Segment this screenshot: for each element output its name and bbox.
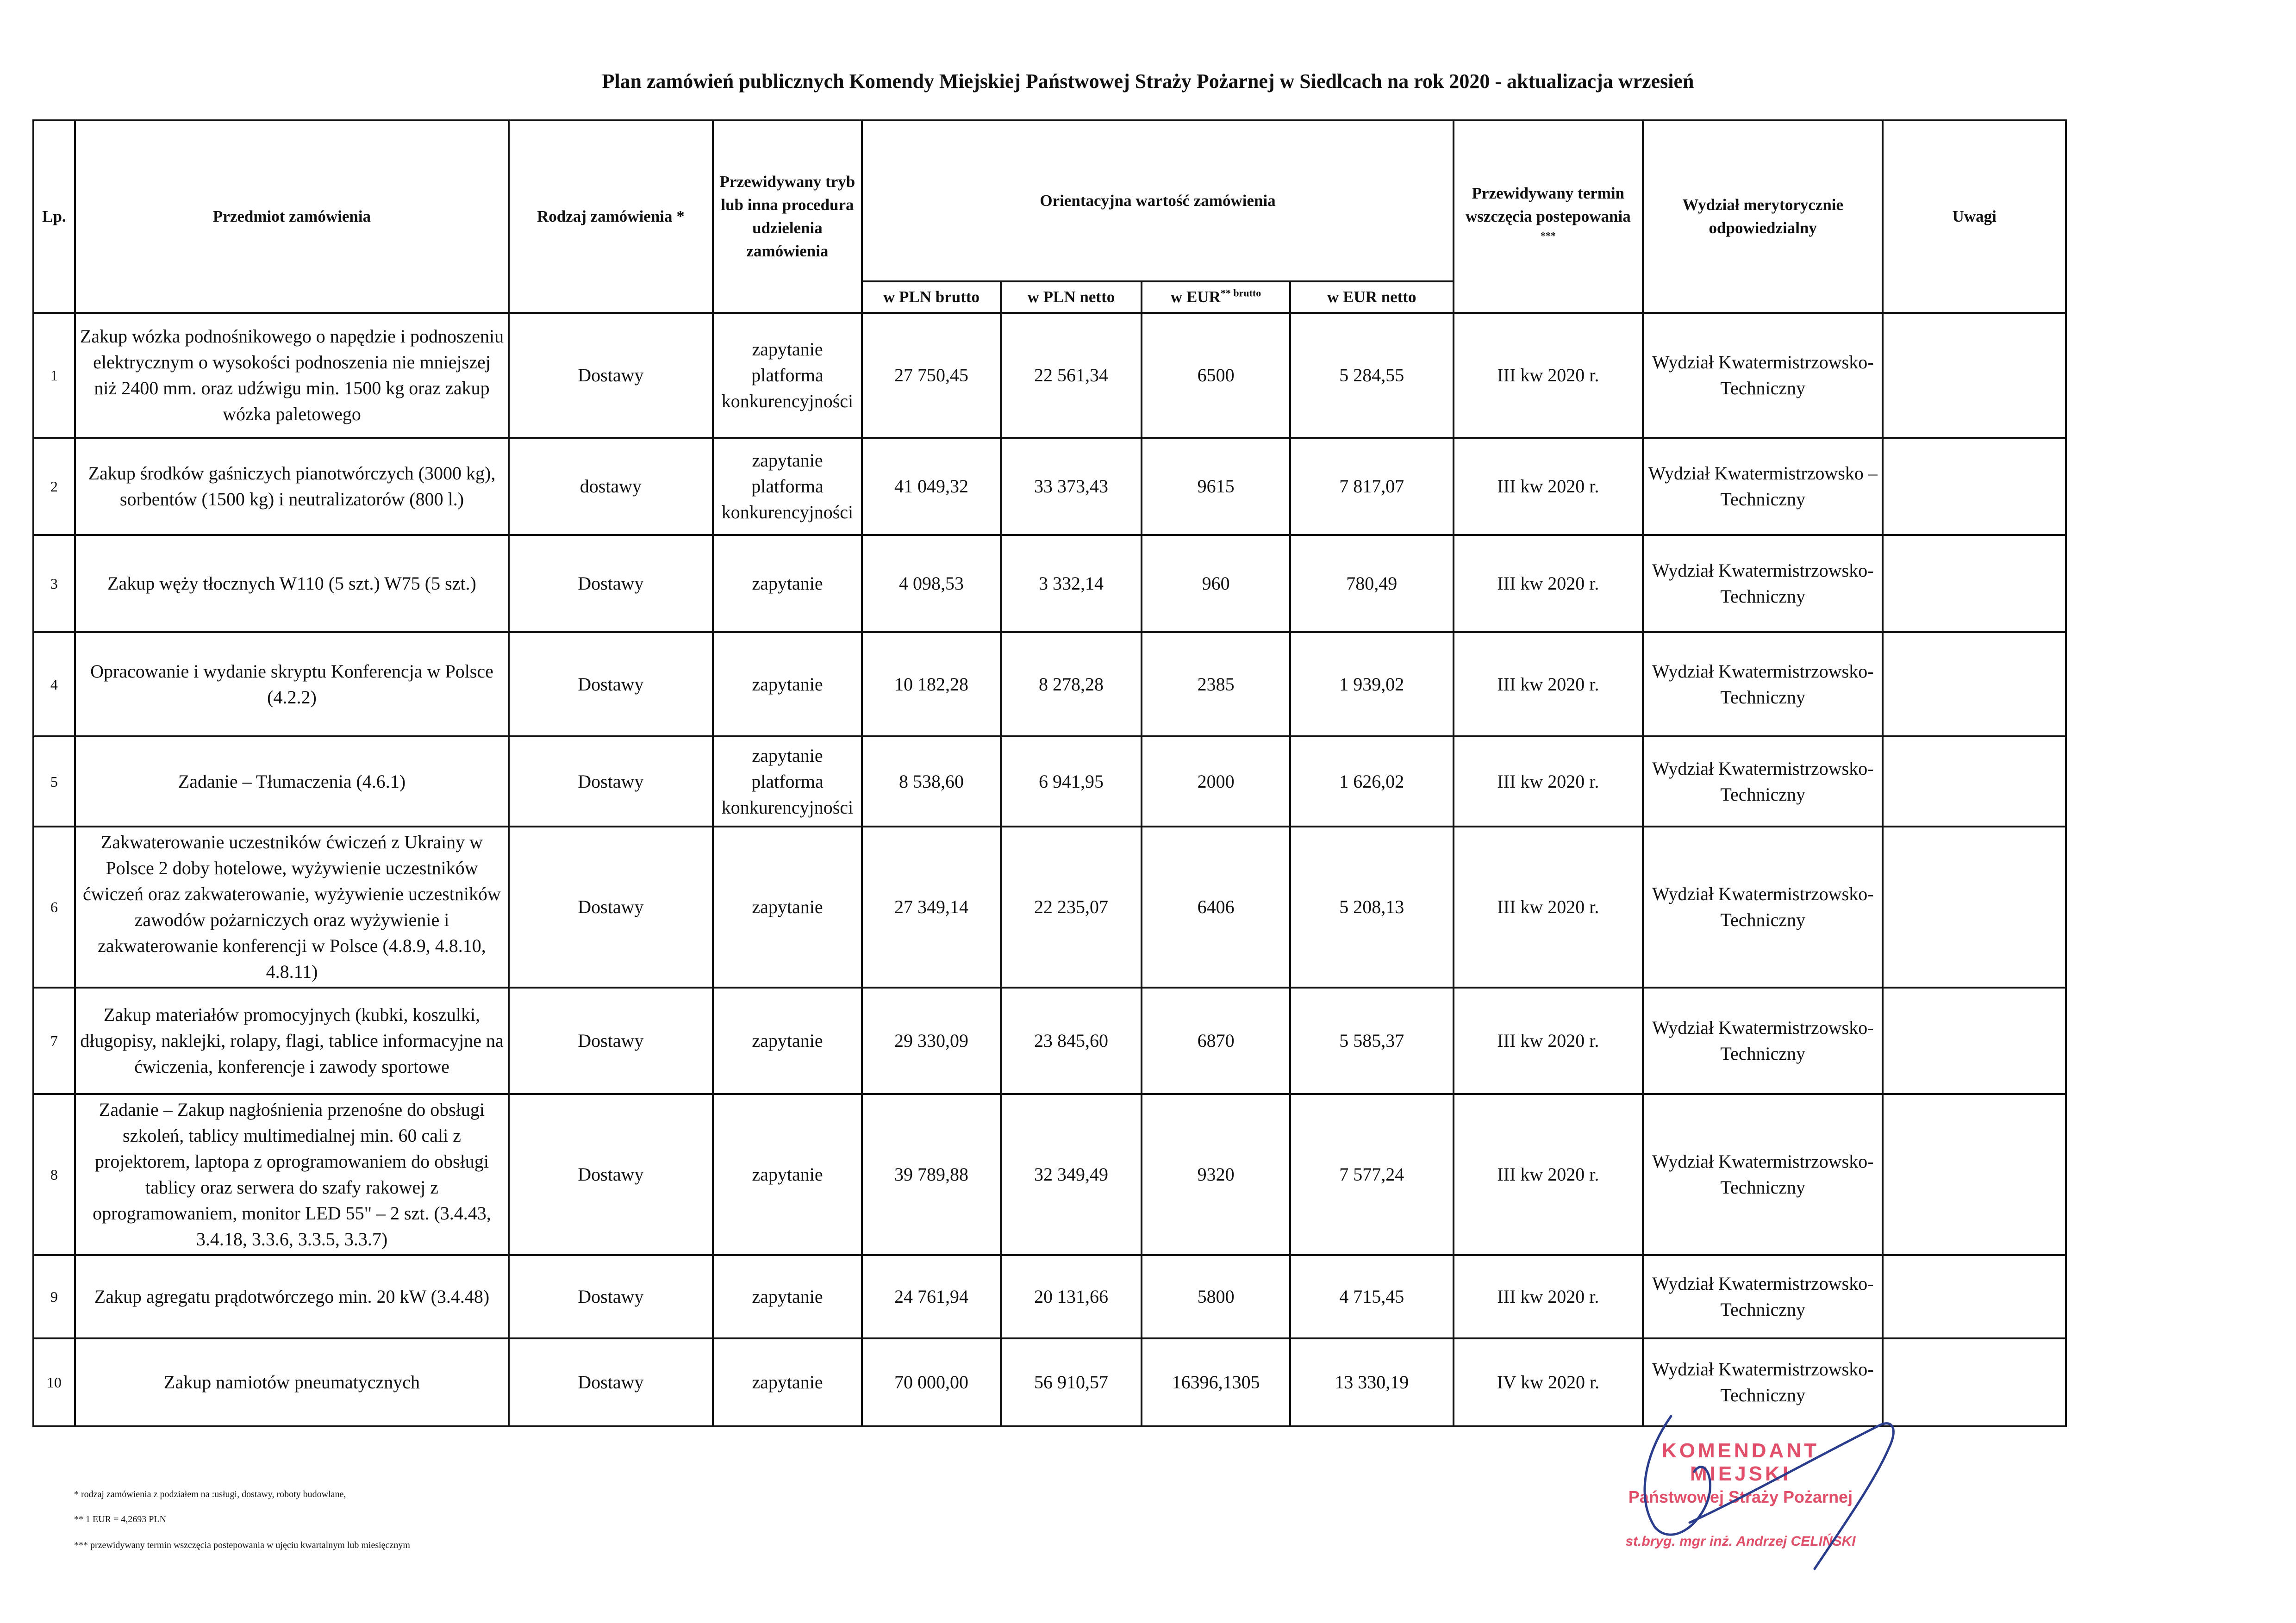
table-row xyxy=(33,438,2066,535)
header-pln-gross: w PLN brutto xyxy=(862,281,1000,313)
row-term: III kw 2020 r. xyxy=(1454,632,1643,736)
row-type: Dostawy xyxy=(509,1094,712,1255)
header-notes: Uwagi xyxy=(1883,120,2066,313)
row-pln-net: 3 332,14 xyxy=(1001,535,1142,632)
row-eur-gross: 960 xyxy=(1142,535,1290,632)
row-eur-gross: 6500 xyxy=(1142,313,1290,438)
row-eur-net: 7 577,24 xyxy=(1290,1094,1454,1255)
row-lp: 6 xyxy=(33,827,75,988)
row-pln-gross: 27 349,14 xyxy=(862,827,1000,988)
row-eur-net: 7 817,07 xyxy=(1290,438,1454,535)
header-start-term: Przewidywany termin wszczęcia postepowania *** xyxy=(1454,120,1643,313)
row-pln-gross: 10 182,28 xyxy=(862,632,1000,736)
row-notes xyxy=(1883,632,2066,736)
row-type: Dostawy xyxy=(509,632,712,736)
footnote-3: *** przewidywany termin wszczęcia postepowania w ujęciu kwartalnym lub miesięcznym xyxy=(74,1540,410,1550)
row-notes xyxy=(1883,535,2066,632)
row-subject: Zakwaterowanie uczestników ćwiczeń z Ukrainy w Polsce 2 doby hotelowe, wyżywienie uczestników ćwiczeń oraz zakwaterowanie, wyżywienie uczestników zawodów pożarniczych oraz wyżywienie i zakwaterowanie konferencji w Polsce (4.8.9, 4.8.10, 4.8.11) xyxy=(75,827,509,988)
row-type: dostawy xyxy=(509,438,712,535)
header-pln-net: w PLN netto xyxy=(1001,281,1142,313)
row-pln-net: 22 235,07 xyxy=(1001,827,1142,988)
header-type: Rodzaj zamówienia * xyxy=(509,120,712,313)
row-eur-net: 1 626,02 xyxy=(1290,736,1454,827)
row-department: Wydział Kwatermistrzowsko-Techniczny xyxy=(1643,1094,1883,1255)
row-eur-gross: 16396,1305 xyxy=(1142,1338,1290,1426)
row-notes xyxy=(1883,1255,2066,1338)
header-procedure: Przewidywany tryb lub inna procedura udzielenia zamówienia xyxy=(713,120,862,313)
row-notes xyxy=(1883,1094,2066,1255)
row-eur-net: 5 208,13 xyxy=(1290,827,1454,988)
row-pln-gross: 24 761,94 xyxy=(862,1255,1000,1338)
row-notes xyxy=(1883,736,2066,827)
row-type: Dostawy xyxy=(509,1255,712,1338)
table-row xyxy=(33,827,2066,988)
row-pln-gross: 39 789,88 xyxy=(862,1094,1000,1255)
row-procedure: zapytanie xyxy=(713,988,862,1094)
row-procedure: zapytanie xyxy=(713,1094,862,1255)
row-term: III kw 2020 r. xyxy=(1454,736,1643,827)
row-eur-gross: 2000 xyxy=(1142,736,1290,827)
row-pln-gross: 41 049,32 xyxy=(862,438,1000,535)
stamp-line-2: Państwowej Straży Pożarnej xyxy=(1628,1487,1853,1506)
row-eur-net: 4 715,45 xyxy=(1290,1255,1454,1338)
row-department: Wydział Kwatermistrzowsko-Techniczny xyxy=(1643,736,1883,827)
header-eur-net: w EUR netto xyxy=(1290,281,1454,313)
row-eur-gross: 6406 xyxy=(1142,827,1290,988)
row-department: Wydział Kwatermistrzowsko – Techniczny xyxy=(1643,438,1883,535)
row-lp: 8 xyxy=(33,1094,75,1255)
table-row xyxy=(33,1094,2066,1255)
handwritten-signature xyxy=(1555,1388,1926,1583)
row-notes xyxy=(1883,438,2066,535)
row-pln-gross: 27 750,45 xyxy=(862,313,1000,438)
header-value-group: Orientacyjna wartość zamówienia xyxy=(862,120,1453,281)
row-procedure: zapytanie xyxy=(713,632,862,736)
row-term: III kw 2020 r. xyxy=(1454,535,1643,632)
header-subject: Przedmiot zamówienia xyxy=(75,120,509,313)
row-term: III kw 2020 r. xyxy=(1454,438,1643,535)
row-term: III kw 2020 r. xyxy=(1454,313,1643,438)
row-term: III kw 2020 r. xyxy=(1454,827,1643,988)
row-pln-net: 56 910,57 xyxy=(1001,1338,1142,1426)
row-subject: Zakup agregatu prądotwórczego min. 20 kW (3.4.48) xyxy=(75,1255,509,1338)
footnote-1: * rodzaj zamówienia z podziałem na :usługi, dostawy, roboty budowlane, xyxy=(74,1489,346,1499)
row-subject: Opracowanie i wydanie skryptu Konferencja w Polsce (4.2.2) xyxy=(75,632,509,736)
row-pln-net: 8 278,28 xyxy=(1001,632,1142,736)
table-row xyxy=(33,313,2066,438)
row-department: Wydział Kwatermistrzowsko-Techniczny xyxy=(1643,827,1883,988)
row-lp: 10 xyxy=(33,1338,75,1426)
row-lp: 1 xyxy=(33,313,75,438)
row-eur-gross: 9615 xyxy=(1142,438,1290,535)
footnote-2: ** 1 EUR = 4,2693 PLN xyxy=(74,1514,167,1524)
row-department: Wydział Kwatermistrzowsko-Techniczny xyxy=(1643,1255,1883,1338)
row-department: Wydział Kwatermistrzowsko-Techniczny xyxy=(1643,535,1883,632)
row-pln-gross: 29 330,09 xyxy=(862,988,1000,1094)
row-procedure: zapytanie platforma konkurencyjności xyxy=(713,736,862,827)
row-subject: Zakup wózka podnośnikowego o napędzie i podnoszeniu elektrycznym o wysokości podnoszenia nie mniejszej niż 2400 mm. oraz udźwigu min. 1500 kg oraz zakup wózka paletowego xyxy=(75,313,509,438)
row-pln-gross: 70 000,00 xyxy=(862,1338,1000,1426)
stamp-line-3: st.bryg. mgr inż. Andrzej CELIŃSKI xyxy=(1625,1534,1856,1549)
row-notes xyxy=(1883,988,2066,1094)
row-term: IV kw 2020 r. xyxy=(1454,1338,1643,1426)
row-pln-net: 33 373,43 xyxy=(1001,438,1142,535)
row-eur-gross: 6870 xyxy=(1142,988,1290,1094)
table-row xyxy=(33,1255,2066,1338)
row-type: Dostawy xyxy=(509,736,712,827)
row-lp: 9 xyxy=(33,1255,75,1338)
row-eur-gross: 9320 xyxy=(1142,1094,1290,1255)
row-type: Dostawy xyxy=(509,988,712,1094)
row-pln-net: 22 561,34 xyxy=(1001,313,1142,438)
row-lp: 7 xyxy=(33,988,75,1094)
row-pln-gross: 4 098,53 xyxy=(862,535,1000,632)
document-title: Plan zamówień publicznych Komendy Miejskiej Państwowej Straży Pożarnej w Siedlcach na rok 2020 - aktualizacja wrzesień xyxy=(602,70,1694,93)
row-procedure: zapytanie xyxy=(713,1255,862,1338)
header-lp: Lp. xyxy=(33,120,75,313)
row-type: Dostawy xyxy=(509,1338,712,1426)
row-department: Wydział Kwatermistrzowsko-Techniczny xyxy=(1643,1338,1883,1426)
row-procedure: zapytanie xyxy=(713,1338,862,1426)
row-type: Dostawy xyxy=(509,313,712,438)
row-pln-gross: 8 538,60 xyxy=(862,736,1000,827)
row-lp: 3 xyxy=(33,535,75,632)
row-procedure: zapytanie xyxy=(713,827,862,988)
row-type: Dostawy xyxy=(509,535,712,632)
row-department: Wydział Kwatermistrzowsko-Techniczny xyxy=(1643,988,1883,1094)
table-row xyxy=(33,736,2066,827)
row-eur-net: 13 330,19 xyxy=(1290,1338,1454,1426)
row-subject: Zakup węży tłocznych W110 (5 szt.) W75 (5 szt.) xyxy=(75,535,509,632)
row-lp: 2 xyxy=(33,438,75,535)
row-type: Dostawy xyxy=(509,827,712,988)
row-term: III kw 2020 r. xyxy=(1454,1094,1643,1255)
row-notes xyxy=(1883,827,2066,988)
row-department: Wydział Kwatermistrzowsko-Techniczny xyxy=(1643,632,1883,736)
row-subject: Zakup materiałów promocyjnych (kubki, koszulki, długopisy, naklejki, rolapy, flagi, tablice informacyjne na ćwiczenia, konferencje i zawody sportowe xyxy=(75,988,509,1094)
row-eur-net: 5 585,37 xyxy=(1290,988,1454,1094)
row-subject: Zakup środków gaśniczych pianotwórczych (3000 kg), sorbentów (1500 kg) i neutralizatorów (800 l.) xyxy=(75,438,509,535)
row-procedure: zapytanie xyxy=(713,535,862,632)
row-eur-net: 5 284,55 xyxy=(1290,313,1454,438)
row-pln-net: 32 349,49 xyxy=(1001,1094,1142,1255)
row-pln-net: 6 941,95 xyxy=(1001,736,1142,827)
table-row xyxy=(33,535,2066,632)
row-subject: Zadanie – Zakup nagłośnienia przenośne do obsługi szkoleń, tablicy multimedialnej min. 60 cali z projektorem, laptopa z oprogramowaniem do obsługi tablicy oraz serwera do szafy rakowej z oprogramowaniem, monitor LED 55" – 2 szt. (3.4.43, 3.4.18, 3.3.6, 3.3.5, 3.3.7) xyxy=(75,1094,509,1255)
row-lp: 4 xyxy=(33,632,75,736)
row-procedure: zapytanie platforma konkurencyjności xyxy=(713,313,862,438)
procurement-plan-table xyxy=(32,119,2067,1427)
row-term: III kw 2020 r. xyxy=(1454,1255,1643,1338)
row-procedure: zapytanie platforma konkurencyjności xyxy=(713,438,862,535)
row-term: III kw 2020 r. xyxy=(1454,988,1643,1094)
table-row xyxy=(33,632,2066,736)
row-subject: Zakup namiotów pneumatycznych xyxy=(75,1338,509,1426)
row-subject: Zadanie – Tłumaczenia (4.6.1) xyxy=(75,736,509,827)
table-row xyxy=(33,988,2066,1094)
header-department: Wydział merytorycznie odpowiedzialny xyxy=(1643,120,1883,313)
row-notes xyxy=(1883,313,2066,438)
row-eur-net: 1 939,02 xyxy=(1290,632,1454,736)
row-eur-net: 780,49 xyxy=(1290,535,1454,632)
header-eur-gross: w $EUR^{** brutto}$ xyxy=(1142,281,1290,313)
row-lp: 5 xyxy=(33,736,75,827)
row-eur-gross: 2385 xyxy=(1142,632,1290,736)
row-eur-gross: 5800 xyxy=(1142,1255,1290,1338)
row-pln-net: 23 845,60 xyxy=(1001,988,1142,1094)
row-department: Wydział Kwatermistrzowsko-Techniczny xyxy=(1643,313,1883,438)
stamp-line-1: KOMENDANT MIEJSKI xyxy=(1662,1439,1819,1485)
row-pln-net: 20 131,66 xyxy=(1001,1255,1142,1338)
